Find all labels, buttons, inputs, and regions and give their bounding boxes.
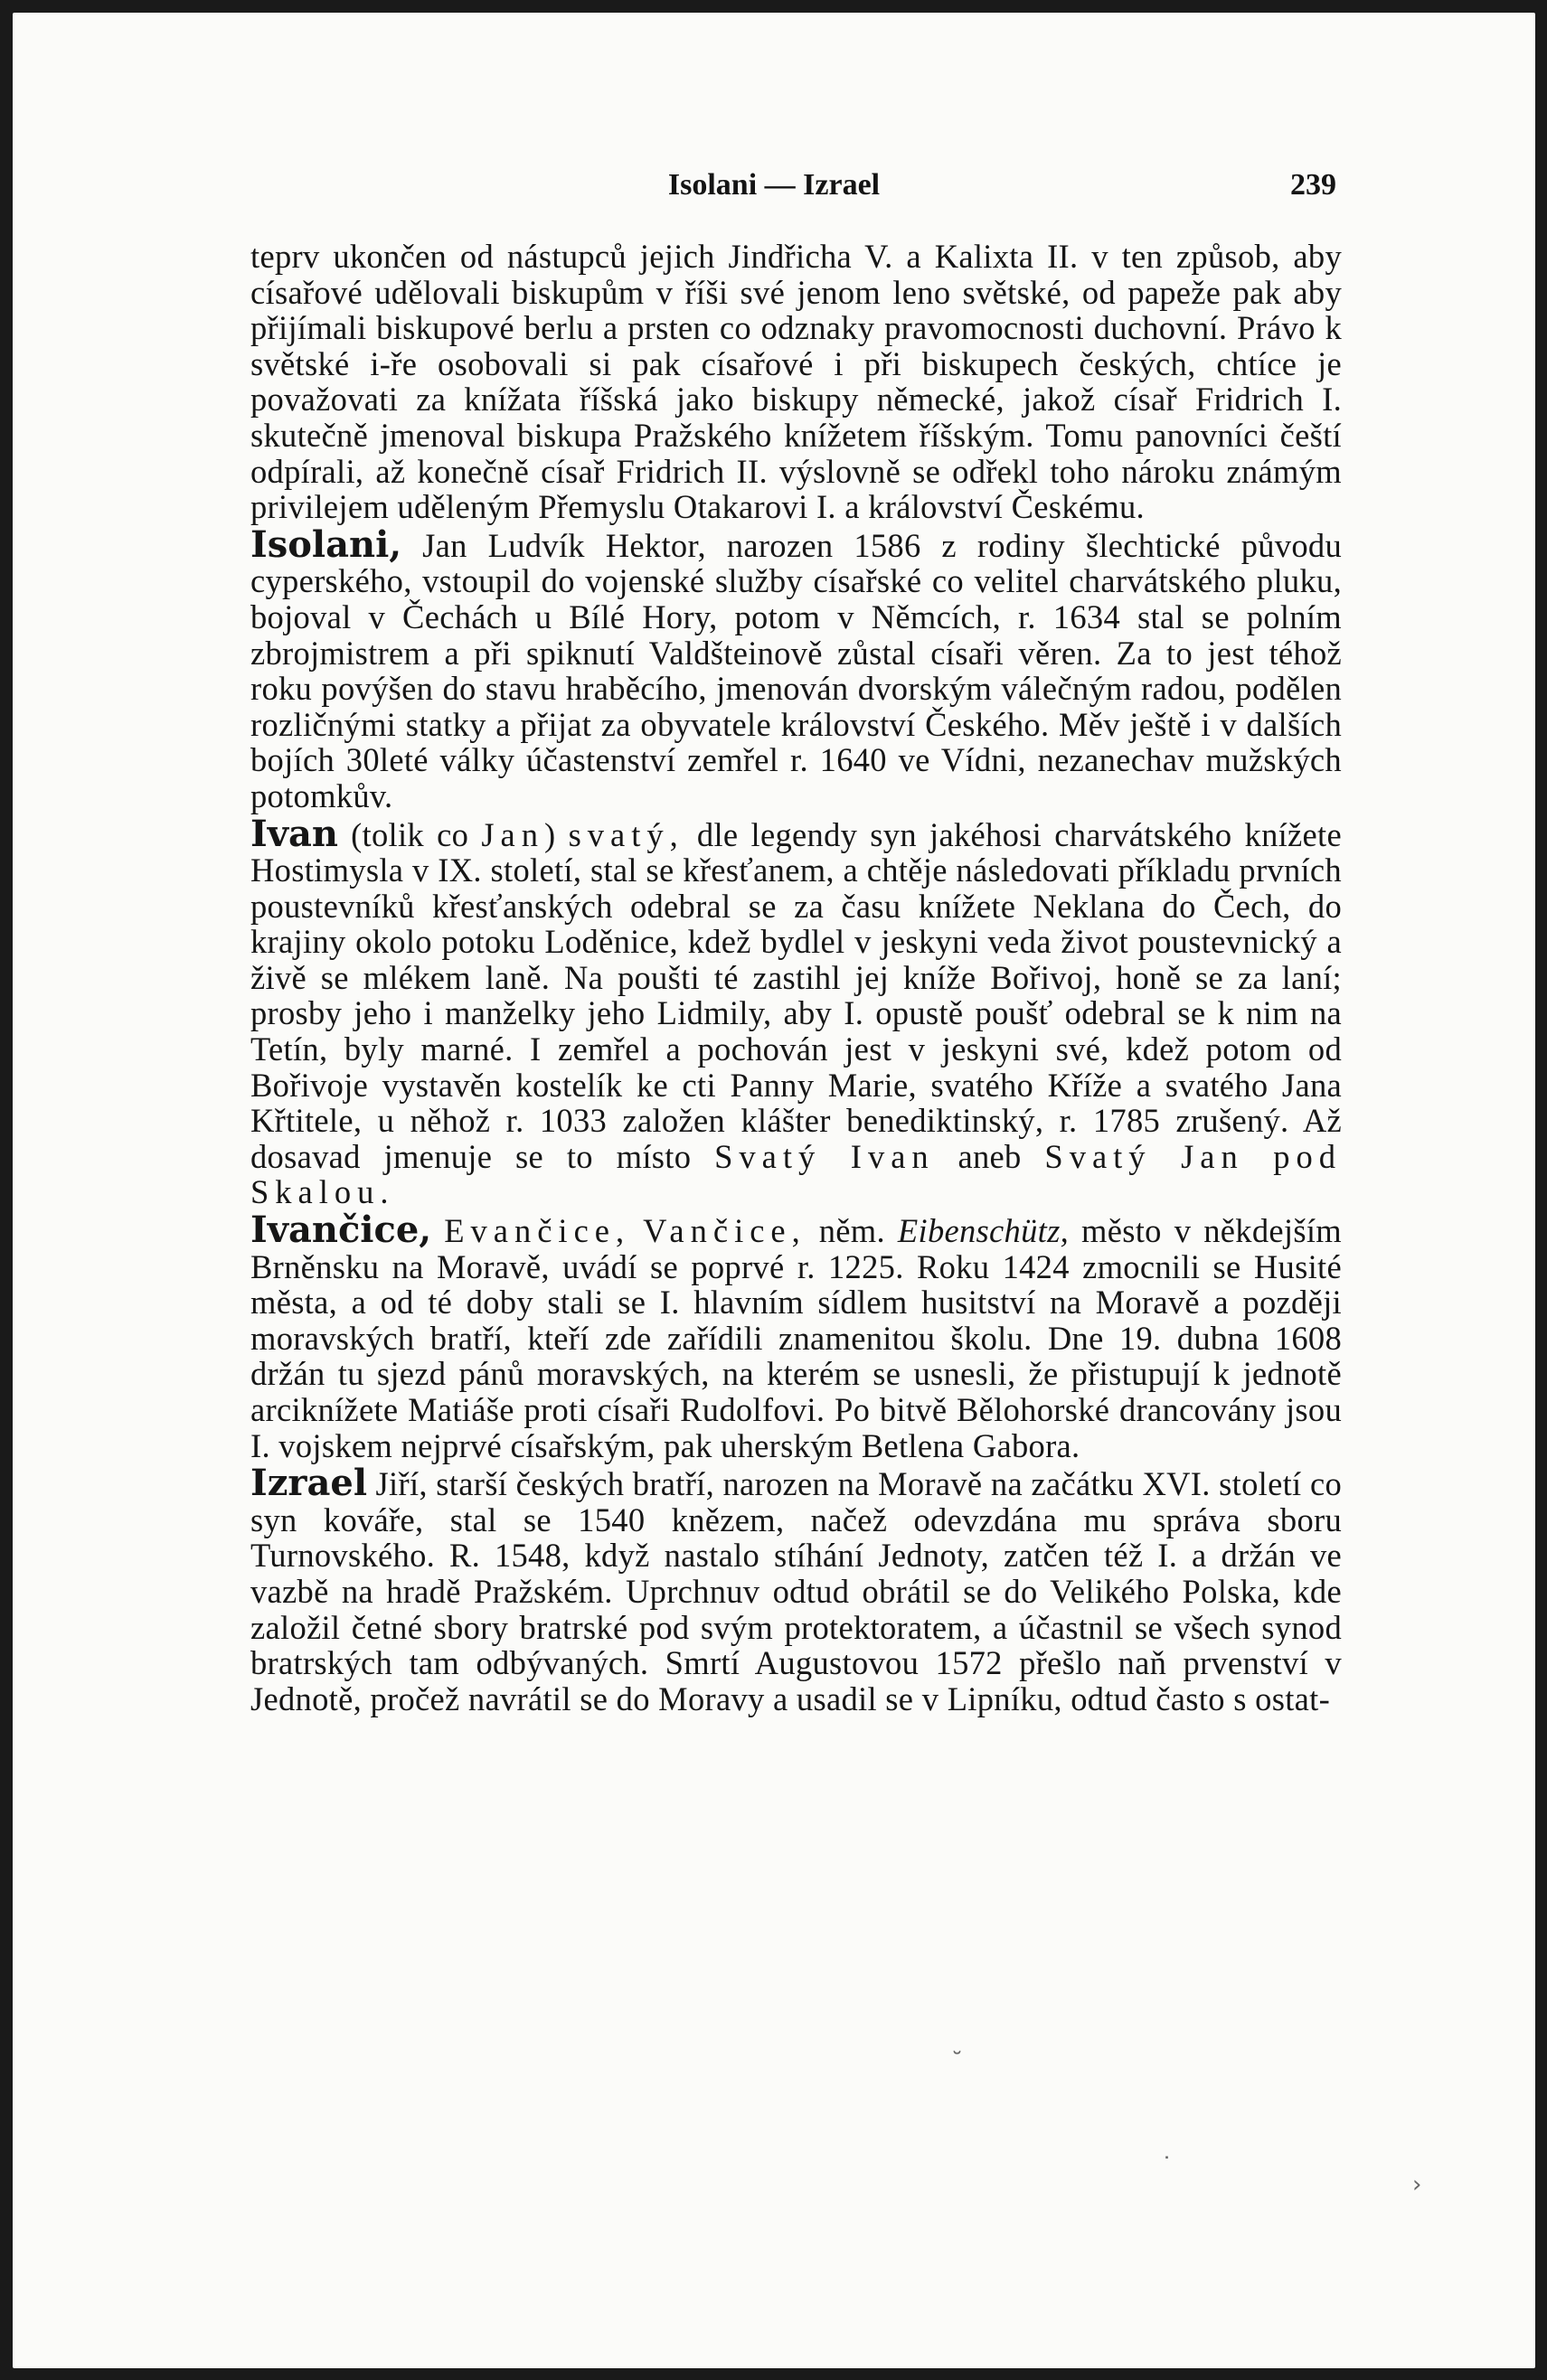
entry-ivan [250,812,1343,1211]
running-title: Isolani — Izrael [667,168,881,202]
page-number: 239 [1290,168,1336,202]
entry-ivan-spaced-3: Svatý Ivan [714,1137,935,1175]
entry-izrael-body: Jiří, starší českých bratří, narozen na Moravě na začátku XVI. století co syn kováře, stal se 1540 knězem, načež odevzdána mu správa sboru Turnovského. R. 1548, když nastalo stíhání Jednoty, zatčen též I. a držán ve vazbě na hradě Pražském. Uprchnuv odtud obrátil se do Velikého Polska, kde založil četné sbory bratrské pod svým protektoratem, a účastnil se všech synod bratrských tam odbývaných. Smrtí Augustovou 1572 přešlo naň prvenství v Jednotě, pročež navrátil se do Moravy a usadil se v Lipníku, odtud často s ostat- [250,1465,1342,1717]
headword-isolani: Isolani, [250,522,402,566]
entry-ivan-text-2: ) [543,815,569,853]
entry-isolani [250,522,1342,814]
headword-ivan: Ivan [250,812,338,855]
running-head [13,168,1535,213]
entry-ivancice-text-1 [431,1212,444,1249]
entry-isolani-body: Jan Ludvík Hektor, narozen 1586 z rodiny šlechtické původu cyperského, vstoupil do vojenské služby císařské co velitel charvátského pluku, bojoval v Čechách u Bílé Hory, potom v Němcích, r. 1634 stal se polním zbrojmistrem a při spiknutí Valdšteinově zůstal císaři věren. Za to jest téhož roku povýšen do stavu hraběcího, jmenován dvorským válečným radou, podělen rozličnými statky a přijat za obyvatele království Českého. Měv ještě i v dalších bojích 30leté války účastenství zemřel r. 1640 ve Vídni, nezanechav mužských potomkův. [250,526,1342,814]
headword-ivancice: Ivančice, [250,1209,432,1252]
continuation-paragraph: teprv ukončen od nástupců jejich Jindřicha V. a Kalixta II. v ten způsob, aby císařové udělovali biskupům v říši své jenom leno světské, od papeže pak aby přijímali biskupové berlu a prsten co odznaky pravomocnosti duchovní. Právo k světské i-ře osobovali si pak císařové i při biskupech českých, chtíce je považovati za knížata říšská jako biskupy německé, jakož císař Fridrich I. skutečně jmenoval biskupa Pražského knížetem říšským. Tomu panovníci čeští odpírali, až konečně císař Fridrich II. výslovně se odřekl toho nároku známým privilejem uděleným Přemyslu Otakarovi I. a království Českému. [250,238,1342,526]
entry-ivancice-text-4: město v někdejším Brněnsku na Moravě, uvádí se poprvé r. 1225. Roku 1424 zmocnili se Husité města, a od té doby stali se I. hlavním sídlem husitství na Moravě a později moravských bratří, kteří zde zařídili znamenitou školu. Dne 19. dubna 1608 držán tu sjezd pánů moravských, na kterém se usnesli, že přistupují k jednotě arciknížete Matiáše proti císaři Rudolfovi. Po bitvě Bělohorské drancovány jsou I. vojskem nejprvé císařským, pak uherským Betlena Gabora. [250,1212,1342,1464]
entry-ivancice-german-name: Eibenschütz, [897,1212,1070,1250]
print-speck: › [1412,2171,1422,2198]
entry-ivancice-text-2 [630,1212,643,1249]
entry-ivan-spaced-1: Jan [481,815,544,853]
entry-ivancice-text-3: něm. [806,1212,898,1250]
entry-ivancice [250,1209,1342,1464]
entry-ivan-text-3: dle legendy syn jakéhosi charvátského knížete Hostimysla v IX. století, stal se křesťanem, a chtěje následovati příkladu prvních poustevníků křesťanských odebral se za času knížete Neklana do Čech, do krajiny okolo potoku Loděnice, kdež bydlel v jeskyni veda život poustevnický a živě se mlékem laně. Na poušti té zastihl jej kníže Bořivoj, honě se za laní; prosby jeho i manželky jeho Lidmily, aby I. opustě poušť odebral se k nim na Tetín, byly marné. I zemřel a pochován jest v jeskyni své, kdež potom od Bořivoje vystavěn kostelík ke cti Panny Marie, svatého Kříže a svatého Jana Křtitele, u něhož r. 1033 založen klášter benediktinský, r. 1785 zrušený. Až dosavad jmenuje se to místo [250,815,1343,1175]
entry-izrael [250,1462,1342,1717]
body-text [250,239,1342,1717]
headword-izrael: Izrael [250,1462,368,1505]
entry-ivan-spaced-4: Svatý Jan pod Skalou. [250,1137,1342,1211]
entry-ivancice-spaced-1: Evančice, [444,1212,631,1250]
entry-ivan-spaced-2: svatý, [568,815,684,853]
book-page [13,13,1535,2368]
entry-ivan-text-1: (tolik co [337,815,482,853]
print-speck: ˘ [951,2048,963,2075]
print-speck: ˙ [1161,2153,1173,2180]
entry-ivancice-spaced-2: Vančice, [643,1212,807,1250]
entry-ivan-text-4: aneb [934,1137,1045,1175]
